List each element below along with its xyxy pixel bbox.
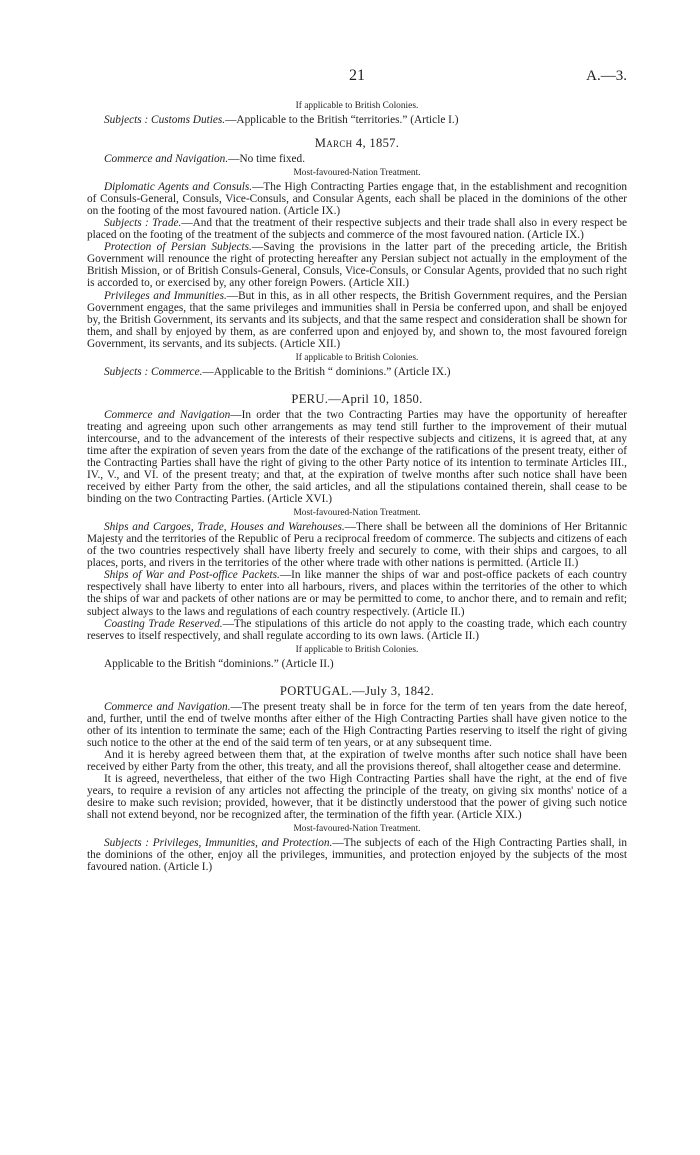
paragraph — [87, 409, 627, 505]
paragraph — [87, 217, 627, 241]
document-reference: A.—3. — [586, 68, 627, 84]
mfn-heading: Most-favoured-Nation Treatment. — [293, 824, 421, 835]
paragraph-label: Commerce and Navigation. — [104, 153, 229, 166]
section-heading: PERU.—April 10, 1850. — [291, 391, 423, 406]
paragraph — [87, 521, 627, 569]
page-header — [87, 67, 627, 90]
paragraph-text: —The stipulations of this article do not apply to the coasting trade, which each country reserves to itself respectively, and shall regulate according to its own laws. (Article II.) — [87, 617, 627, 642]
paragraph-label: Commerce and Navigation. — [104, 700, 231, 713]
paragraph — [87, 569, 627, 617]
paragraph-text: —Applicable to the British “ dominions.” (Article IX.) — [202, 365, 451, 378]
paragraph-label: Subjects : Privileges, Immunities, and Protection. — [104, 837, 333, 850]
paragraph-label: Subjects : Commerce. — [104, 365, 203, 378]
section-heading: March 4, 1857. — [314, 136, 400, 151]
paragraph-label: Coasting Trade Reserved. — [104, 617, 223, 630]
paragraph — [87, 153, 627, 165]
paragraph — [87, 618, 627, 642]
section-heading: PORTUGAL.—July 3, 1842. — [279, 683, 435, 698]
paragraph: Applicable to the British “dominions.” (Article II.) — [104, 657, 334, 670]
colonies-note: If applicable to British Colonies. — [295, 101, 419, 111]
paragraph-text: —Saving the provisions in the latter part of the preceding article, the British Government will renounce the right of protecting hereafter any Persian subject not actually in the employment of the British Mission, or of British Consuls-General, Consuls, Vice-Consuls, or Consular Agents, provided that no such right is accorded to, or exercised by, any other foreign Powers. (Article XII.) — [87, 241, 627, 290]
paragraph-text: —The subjects of each of the High Contracting Parties shall, in the dominions of the other, enjoy all the privileges, immunities, and protection enjoyed by the subjects of the most favoured nation. (Article I.) — [87, 837, 628, 874]
paragraph-label: Ships and Cargoes, Trade, Houses and Warehouses. — [104, 521, 345, 534]
paragraph-text: —In like manner the ships of war and post-office packets of each country respectively shall have liberty to enter into all harbours, rivers, and places within the territories of the other to which the ships of war and packets of other nations are or may be permitted to come, to anchor there, and to remain and refit; subject always to the laws and regulations of each country respectively. (Article II.) — [87, 569, 628, 618]
paragraph-label: Protection of Persian Subjects. — [104, 241, 252, 254]
paragraph-text: —And that the treatment of their respective subjects and their trade shall also in every respect be placed on the footing of the treatment of the subjects and commerce of the most favoured nation. (Article IX.) — [87, 217, 628, 242]
paragraph — [87, 241, 627, 289]
paragraph-text: —There shall be between all the dominions of Her Britannic Majesty and the territories of the Republic of Peru a reciprocal freedom of commerce. The subjects and citizens of each of the two countries respectively shall have liberty freely and securely to come, with their ships and cargoes, to all places, ports, and rivers in the territories of the other where trade with other nations is permitted. (Article II.) — [87, 521, 627, 570]
paragraph — [87, 181, 627, 217]
paragraph — [87, 366, 627, 378]
mfn-heading: Most-favoured-Nation Treatment. — [293, 168, 421, 179]
paragraph — [87, 837, 627, 873]
paragraph-label: Subjects : Trade. — [104, 217, 182, 230]
paragraph-text: —But in this, as in all other respects, the British Government requires, and the Persian Government engages, that the same privileges and immunities shall in Persia be conferred upon, and shall be enjoyed by, the British Government, its servants and its subjects, and that the same respect and consideration shall be shown for them, and shall by enjoyed by them, as are conferred upon and enjoyed by, and shown to, the most favoured foreign Government, its servants, and its subjects. (Article XII.) — [87, 289, 627, 350]
paragraph-text: —In order that the two Contracting Parties may have the opportunity of hereafter treating and agreeing upon such other arrangements as may tend still further to the improvement of their mutual intercourse, and to the advancement of the interests of their respective subjects and citizens, it is agreed that, at any time after the expiration of seven years from the date of the exchange of the ratifications of the present treaty, either of the Contracting Parties shall have the right of giving to the other Party notice of its intention to terminate Articles III., IV., V., and VI. of the present treaty; and that, at the expiration of twelve months after such notice shall have been received by either Party from the other, the said articles, and all the stipulations contained therein, shall cease to be binding on the two Contracting Parties. (Article XVI.) — [87, 408, 627, 506]
paragraph-label: Commerce and Navigation — [104, 408, 231, 421]
paragraph-label: Ships of War and Post-office Packets. — [104, 569, 280, 582]
paragraph: And it is hereby agreed between them that, at the expiration of twelve months after such notice shall have been received by either Party from the other, this treaty, and all the provisions thereof, shall altogether cease and determine. — [87, 748, 627, 773]
paragraph-label: Subjects : Customs Duties. — [104, 114, 226, 126]
paragraph: It is agreed, nevertheless, that either of the two High Contracting Parties shall have the right, at the end of five years, to require a revision of any articles not affecting the principle of the treaty, on giving six months' notice of a desire to make such revision; provided, however, that it be distinctly understood that the power of giving such notice shall not extend beyond, nor be recognized after, the termination of the fifth year. (Article XIX.) — [87, 772, 627, 822]
paragraph-text: —The present treaty shall be in force for the term of ten years from the date hereof, and, further, until the end of twelve months after either of the High Contracting Parties shall have given notice to the other of its intention to terminate the same; each of the High Contracting Parties reserving to itself the right of giving such notice to the other at the end of the said term of ten years, or at any subsequent time. — [87, 700, 628, 749]
colonies-note: If applicable to British Colonies. — [295, 644, 419, 655]
paragraph-label: Diplomatic Agents and Consuls. — [104, 181, 253, 194]
document-page — [87, 67, 628, 874]
paragraph — [87, 290, 627, 350]
page-number: 21 — [349, 67, 365, 84]
paragraph-label: Privileges and Immunities. — [104, 289, 227, 302]
mfn-heading: Most-favoured-Nation Treatment. — [293, 508, 421, 519]
colonies-note: If applicable to British Colonies. — [295, 352, 419, 363]
paragraph-text: —Applicable to the British “territories.” (Article I.) — [225, 114, 459, 126]
paragraph-text: —The High Contracting Parties engage that, in the establishment and recognition of Consuls-General, Consuls, Vice-Consuls, and Consular Agents, each shall be placed in the dominions of the other on the footing of the most favoured nation. (Article IX.) — [87, 181, 628, 218]
paragraph — [87, 114, 627, 126]
paragraph — [87, 701, 627, 749]
paragraph-text: —No time fixed. — [228, 153, 306, 166]
